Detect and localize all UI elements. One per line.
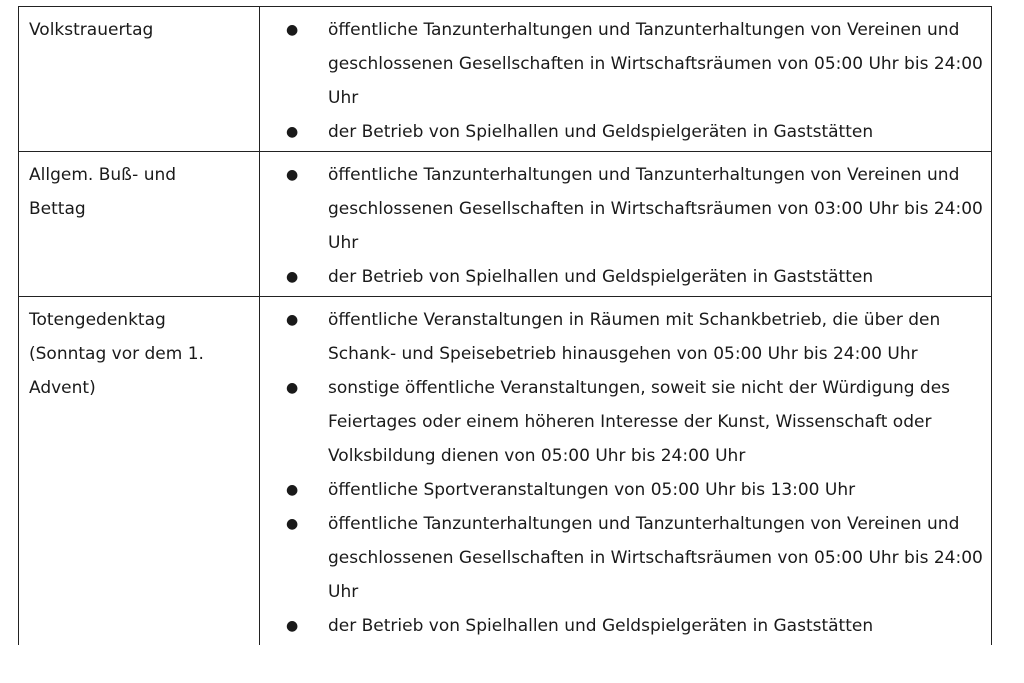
restriction-text: sonstige öffentliche Veranstaltungen, soweit sie nicht der Würdigung des Feiertages oder einem höheren Interesse der Kunst, Wissenschaft oder Volksbildung dienen von 05:00 Uhr bis 24:00 Uhr (328, 378, 951, 466)
bullet-icon: ● (286, 482, 299, 498)
restrictions-list (260, 158, 991, 294)
restrictions-cell (260, 7, 992, 152)
restriction-text: öffentliche Sportveranstaltungen von 05:00 Uhr bis 13:00 Uhr (328, 480, 856, 500)
restriction-text: der Betrieb von Spielhallen und Geldspielgeräten in Gaststätten (328, 122, 874, 142)
bullet-icon: ● (286, 618, 299, 634)
table-row (19, 297, 992, 646)
restriction-text: der Betrieb von Spielhallen und Geldspielgeräten in Gaststätten (328, 267, 874, 287)
holiday-name: Allgem. Buß- und Bettag (29, 165, 177, 219)
restriction-text: öffentliche Tanzunterhaltungen und Tanzunterhaltungen von Vereinen und geschlossenen Gesellschaften in Wirtschaftsräumen von 03:00 Uhr bis 24:00 Uhr (328, 165, 983, 253)
list-item (260, 609, 991, 643)
list-item (260, 507, 991, 609)
restrictions-list (260, 303, 991, 643)
restriction-text: öffentliche Tanzunterhaltungen und Tanzunterhaltungen von Vereinen und geschlossenen Gesellschaften in Wirtschaftsräumen von 05:00 Uhr bis 24:00 Uhr (328, 514, 983, 602)
bullet-icon: ● (286, 312, 299, 328)
list-item (260, 13, 991, 115)
list-item (260, 473, 991, 507)
restriction-text: der Betrieb von Spielhallen und Geldspielgeräten in Gaststätten (328, 616, 874, 636)
restrictions-cell (260, 152, 992, 297)
list-item (260, 371, 991, 473)
list-item (260, 303, 991, 371)
bullet-icon: ● (286, 380, 299, 396)
holiday-name: Volkstrauertag (29, 20, 154, 40)
bullet-icon: ● (286, 124, 299, 140)
bullet-icon: ● (286, 167, 299, 183)
holiday-restrictions-table (18, 6, 992, 645)
restrictions-list (260, 13, 991, 149)
bullet-icon: ● (286, 22, 299, 38)
list-item (260, 158, 991, 260)
restrictions-cell (260, 297, 992, 646)
bullet-icon: ● (286, 516, 299, 532)
restriction-text: öffentliche Veranstaltungen in Räumen mit Schankbetrieb, die über den Schank- und Speisebetrieb hinausgehen von 05:00 Uhr bis 24:00 Uhr (328, 310, 941, 364)
holiday-name-cell (19, 7, 260, 152)
bullet-icon: ● (286, 269, 299, 285)
restriction-text: öffentliche Tanzunterhaltungen und Tanzunterhaltungen von Vereinen und geschlossenen Gesellschaften in Wirtschaftsräumen von 05:00 Uhr bis 24:00 Uhr (328, 20, 983, 108)
holiday-name: Totengedenktag (Sonntag vor dem 1. Advent) (29, 310, 204, 398)
holiday-name-cell (19, 152, 260, 297)
list-item (260, 260, 991, 294)
table-row (19, 7, 992, 152)
holiday-name-cell (19, 297, 260, 646)
table-row (19, 152, 992, 297)
list-item (260, 115, 991, 149)
